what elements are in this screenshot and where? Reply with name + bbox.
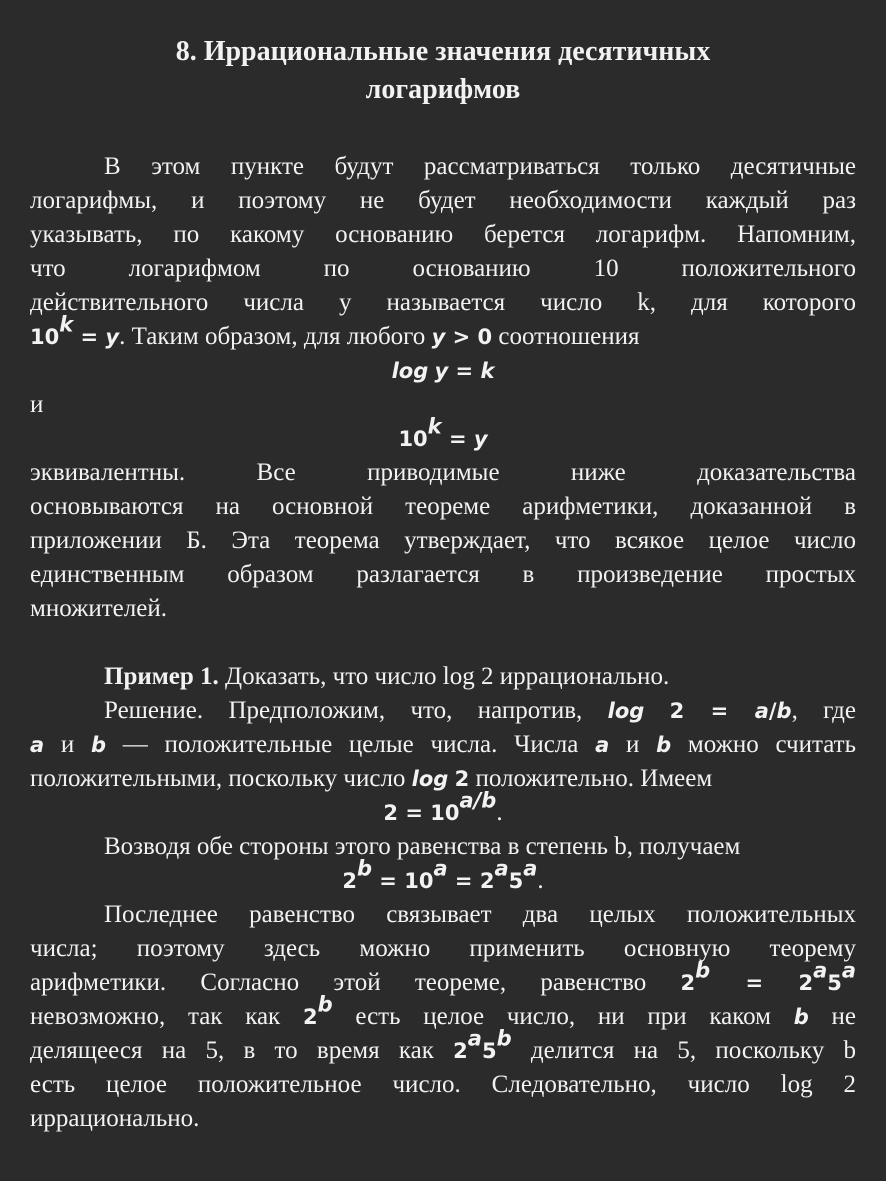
intro-line-5: действительного числа y называется число k, для которого — [30, 289, 856, 316]
raise-line: Возводя обе стороны этого равенства в степень b, получаем — [104, 833, 741, 860]
last-line-2: числа; поэтому здесь можно применить основную теорему — [30, 935, 856, 962]
intro-line-3: указывать, по какому основанию берется логарифм. Напомним, — [30, 221, 856, 248]
para2-line-4: единственным образом разлагается в произведение простых — [30, 561, 856, 588]
equation-log-y-k: log y = k — [391, 359, 495, 383]
intro-paragraph — [30, 150, 856, 354]
last-line-6: есть целое положительное число. Следовательно, число log 2 — [30, 1071, 856, 1098]
intro-line-2: логарифмы, и поэтому не будет необходимости каждый раз — [30, 187, 856, 214]
title-line-1: 8. Иррациональные значения десятичных — [175, 36, 711, 67]
theorem-paragraph — [30, 456, 856, 626]
last-line-3: арифметики. Согласно этой теореме, равенство $2^b = 2^a5^a$ — [30, 958, 857, 996]
solution-line-3: положительными, поскольку число log 2 положительно. Имеем — [30, 765, 713, 792]
intro-line-4: что логарифмом по основанию 10 положительного — [30, 255, 856, 282]
last-line-7: иррационально. — [30, 1105, 200, 1132]
solution-line-1: Решение. Предположим, что, напротив, log 2 = a/b, где — [104, 697, 856, 724]
example-heading: Пример 1. Доказать, что число log 2 иррационально. — [104, 663, 670, 690]
para2-line-2: основываются на основной теореме арифметики, доказанной в — [30, 493, 856, 520]
last-line-1: Последнее равенство связывает два целых положительных — [104, 901, 856, 928]
conclusion-paragraph — [30, 898, 856, 1136]
equation-10k-y: $10^k = y$ — [398, 414, 488, 451]
title-line-2: логарифмов — [365, 74, 521, 105]
equation-2-10ab: $2 = 10^{a/b}$. — [383, 788, 503, 826]
last-line-4: невозможно, так как 2$^b$ есть целое число, ни при каком b не — [30, 992, 856, 1030]
intro-line-1: В этом пункте будут рассматриваться только десятичные — [104, 153, 856, 180]
example-label: Пример 1. — [104, 663, 219, 690]
intro-line-6: $10^k = y$. Таким образом, для любого y > 0 соотношения — [30, 312, 640, 350]
last-line-5: делящееся на 5, в то время как 2$^a$5$^b$ делится на 5, поскольку b — [30, 1026, 856, 1064]
para2-line-5: множителей. — [30, 595, 167, 622]
para2-line-3: приложении Б. Эта теорема утверждает, что всякое целое число — [30, 527, 856, 554]
equation-2b-10a: $2^b = 10^a = 2^a5^a$. — [342, 856, 544, 894]
section-title — [30, 0, 856, 109]
conjunction-and: и — [30, 391, 44, 418]
para2-line-1: эквивалентны. Все приводимые ниже доказательства — [30, 459, 856, 486]
solution-line-2: a и b — положительные целые числа. Числа a и b можно считать — [30, 731, 857, 758]
solution-paragraph — [30, 694, 856, 796]
